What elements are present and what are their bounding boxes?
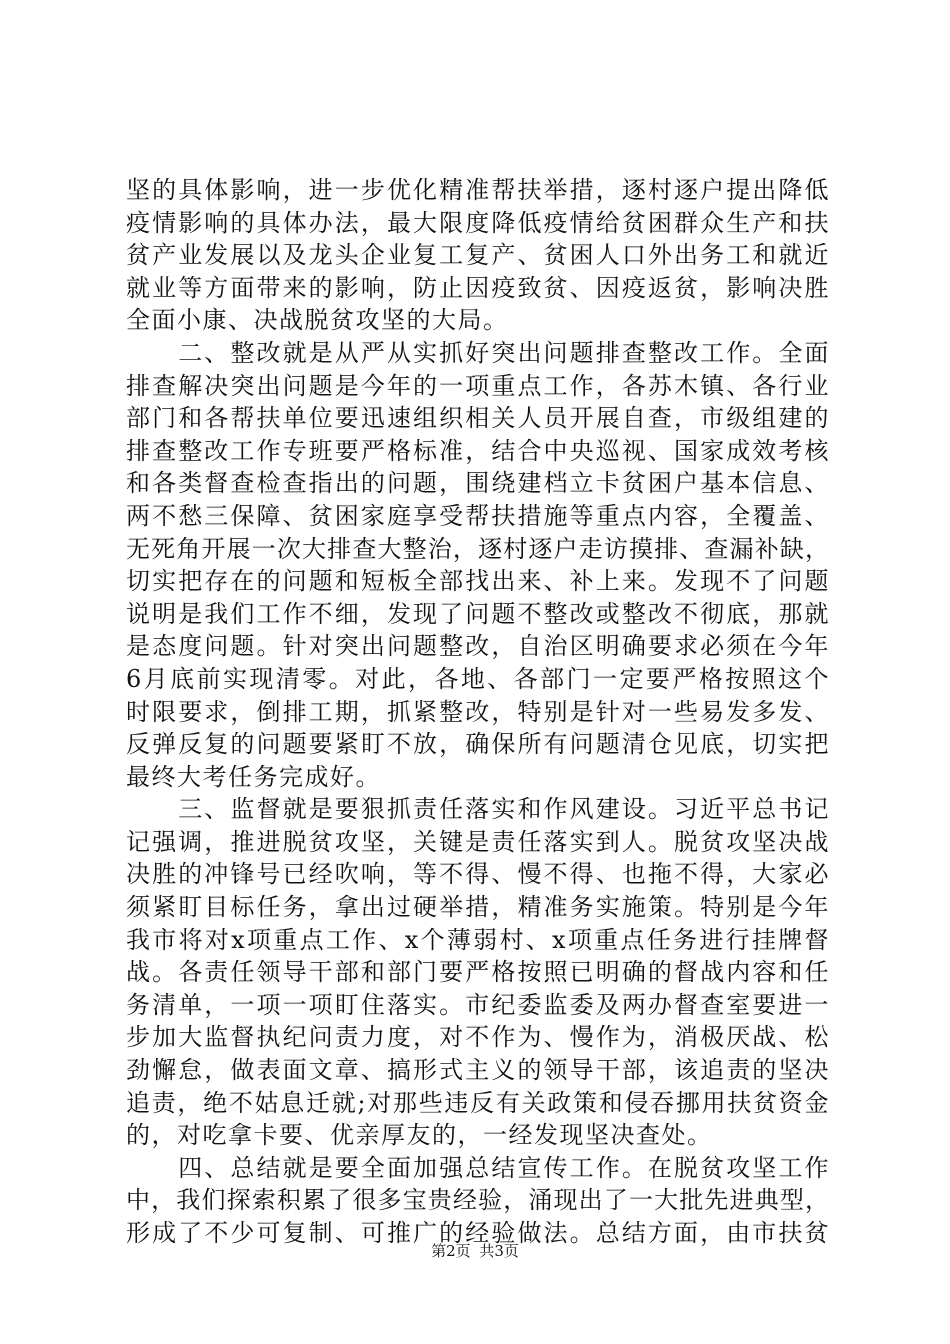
- text-line: 四、总结就是要全面加强总结宣传工作。在脱贫攻坚工作: [126, 1153, 830, 1182]
- text-line: 追责，绝不姑息迁就;对那些违反有关政策和侵吞挪用扶贫资金: [126, 1088, 830, 1117]
- text-line: 二、整改就是从严从实抓好突出问题排查整改工作。全面: [126, 338, 830, 367]
- text-line: 6月底前实现清零。对此，各地、各部门一定要严格按照这个: [126, 664, 830, 693]
- text-line: 排查解决突出问题是今年的一项重点工作，各苏木镇、各行业: [126, 371, 830, 400]
- text-line: 无死角开展一次大排查大整治，逐村逐户走访摸排、查漏补缺，: [126, 534, 830, 563]
- paragraph: [126, 1152, 830, 1250]
- text-line: 务清单，一项一项盯住落实。市纪委监委及两办督查室要进一: [126, 990, 830, 1019]
- text-line: 切实把存在的问题和短板全部找出来、补上来。发现不了问题: [126, 567, 830, 596]
- text-line: 的，对吃拿卡要、优亲厚友的，一经发现坚决查处。: [126, 1121, 713, 1150]
- text-line: 我市将对x项重点工作、x个薄弱村、x项重点任务进行挂牌督: [126, 925, 830, 954]
- text-line: 坚的具体影响，进一步优化精准帮扶举措，逐村逐户提出降低: [126, 176, 830, 204]
- text-line: 就业等方面带来的影响，防止因疫致贫、因疫返贫，影响决胜: [126, 273, 830, 302]
- text-line: 中，我们探索积累了很多宝贵经验，涌现出了一大批先进典型，: [126, 1186, 830, 1215]
- paragraph: [126, 174, 830, 337]
- text-line: 记强调，推进脱贫攻坚，关键是责任落实到人。脱贫攻坚决战: [126, 827, 830, 856]
- text-line: 最终大考任务完成好。: [126, 762, 381, 791]
- text-line: 和各类督查检查指出的问题，围绕建档立卡贫困户基本信息、: [126, 469, 830, 498]
- page-footer: [0, 1241, 950, 1261]
- text-line: 排查整改工作专班要严格标准，结合中央巡视、国家成效考核: [126, 436, 830, 465]
- text-line: 战。各责任领导干部和部门要严格按照已明确的督战内容和任: [126, 958, 830, 987]
- text-line: 疫情影响的具体办法，最大限度降低疫情给贫困群众生产和扶: [126, 208, 830, 237]
- text-line: 说明是我们工作不细，发现了问题不整改或整改不彻底，那就: [126, 599, 830, 628]
- text-line: 步加大监督执纪问责力度，对不作为、慢作为，消极厌战、松: [126, 1023, 830, 1052]
- text-line: 须紧盯目标任务，拿出过硬举措，精准务实施策。特别是今年: [126, 893, 830, 922]
- paragraph: [126, 793, 830, 1152]
- text-line: 劲懈怠，做表面文章、搞形式主义的领导干部，该追责的坚决: [126, 1056, 830, 1085]
- text-line: 反弹反复的问题要紧盯不放，确保所有问题清仓见底，切实把: [126, 730, 830, 759]
- page-number: 第2页: [431, 1242, 471, 1260]
- document-body: [126, 174, 830, 1250]
- text-line: 三、监督就是要狠抓责任落实和作风建设。习近平总书记: [126, 795, 830, 824]
- text-line: 全面小康、决战脱贫攻坚的大局。: [126, 306, 509, 335]
- text-line: 两不愁三保障、贫困家庭享受帮扶措施等重点内容，全覆盖、: [126, 501, 830, 530]
- text-line: 形成了不少可复制、可推广的经验做法。总结方面，由市扶贫: [126, 1219, 830, 1247]
- text-line: 部门和各帮扶单位要迅速组织相关人员开展自查，市级组建的: [126, 404, 830, 433]
- text-line: 决胜的冲锋号已经吹响，等不得、慢不得、也拖不得，大家必: [126, 860, 830, 889]
- text-line: 是态度问题。针对突出问题整改，自治区明确要求必须在今年: [126, 632, 830, 661]
- page-total: 共3页: [479, 1242, 519, 1260]
- text-line: 时限要求，倒排工期，抓紧整改，特别是针对一些易发多发、: [126, 697, 830, 726]
- text-line: 贫产业发展以及龙头企业复工复产、贫困人口外出务工和就近: [126, 241, 830, 270]
- paragraph: [126, 337, 830, 793]
